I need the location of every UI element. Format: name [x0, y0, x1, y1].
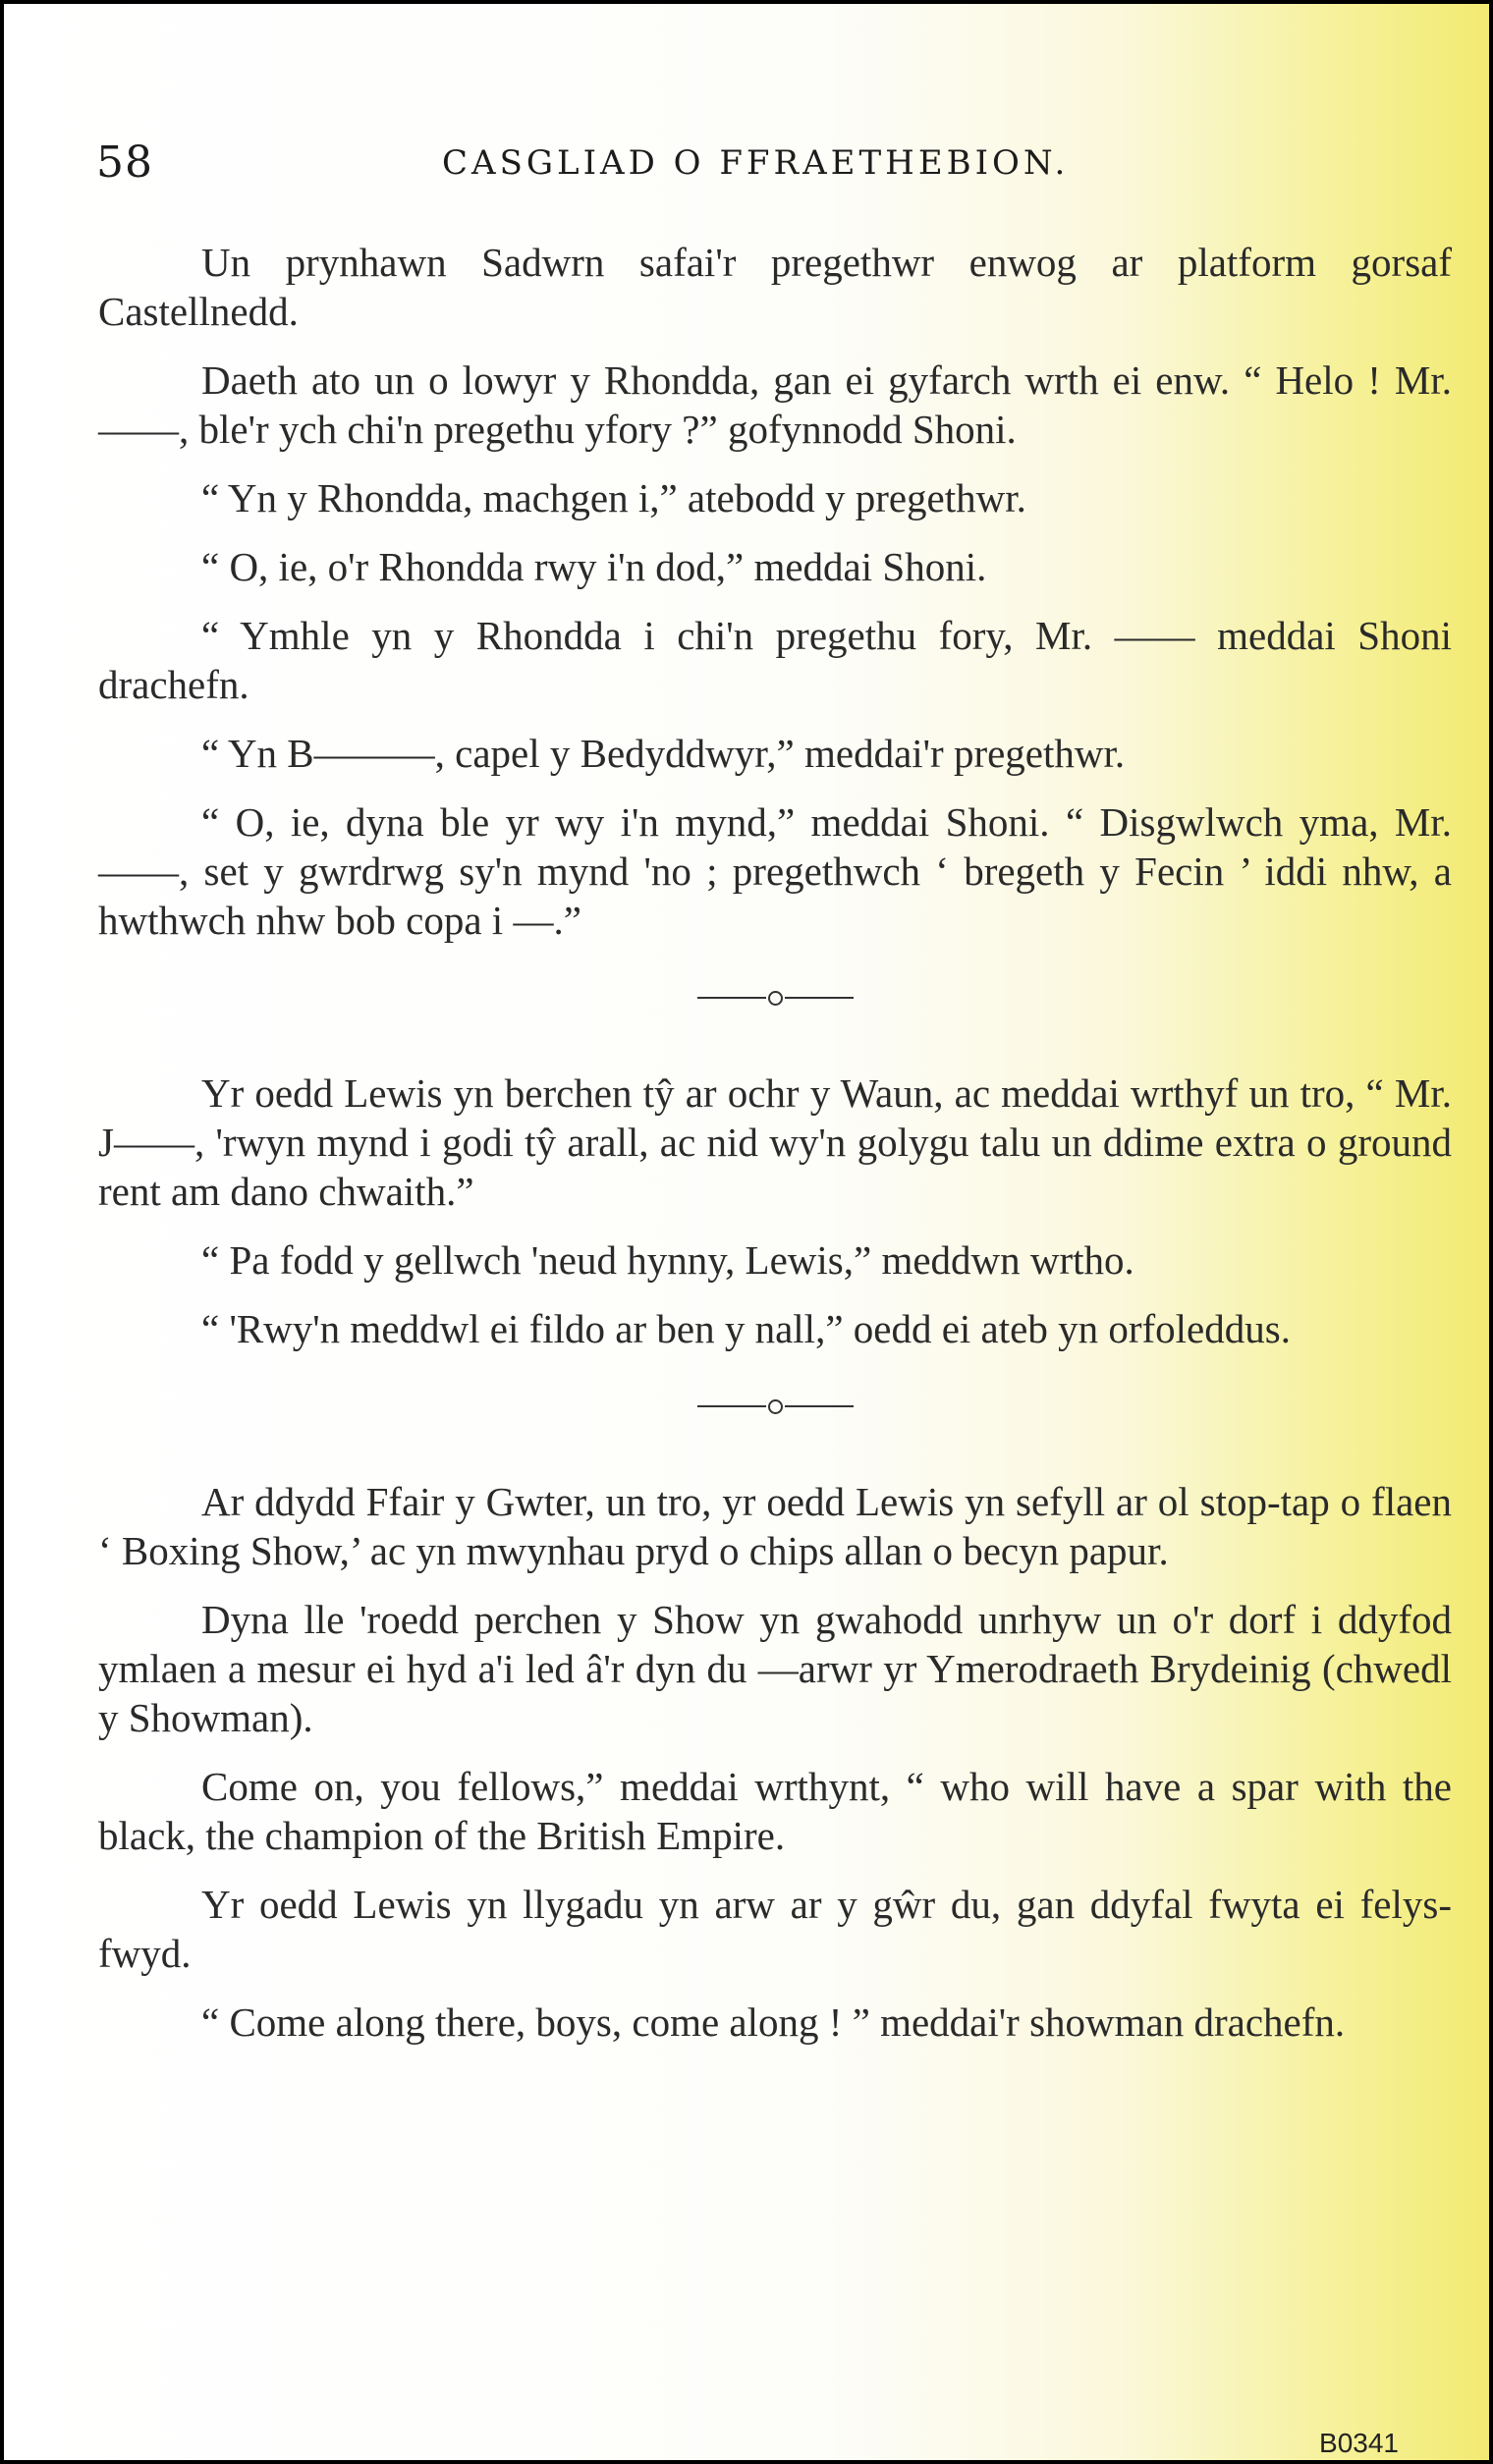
paragraph: Dyna lle 'roedd perchen y Show yn gwahodd unrhyw un o'r dorf i ddyfod ymlaen a mesur ei hyd a'i led â'r dyn du —arwr yr Ymerodraeth Brydeinig (chwedl y Showman).: [98, 1597, 1452, 1740]
section-divider: [98, 1377, 1452, 1436]
divider-ornament: [768, 991, 783, 1006]
paragraph: “ Pa fodd y gellwch 'neud hynny, Lewis,” meddwn wrtho.: [201, 1237, 1134, 1283]
divider-ornament: [768, 1399, 783, 1414]
paragraph: Un prynhawn Sadwrn safai'r pregethwr enwog ar platform gorsaf Castellnedd.: [98, 240, 1452, 334]
divider-rule: [697, 997, 766, 999]
paragraph: “ Yn y Rhondda, machgen i,” atebodd y pregethwr.: [201, 475, 1026, 520]
divider-rule: [785, 1405, 854, 1407]
running-head: CASGLIAD O FFRAETHEBION.: [442, 143, 1070, 183]
page-header: [96, 132, 1471, 191]
paragraph: “ Come along there, boys, come along ! ” meddai'r showman drachefn.: [201, 1999, 1346, 2045]
page-body: [98, 238, 1452, 2066]
paragraph: “ 'Rwy'n meddwl ei fildo ar ben y nall,” oedd ei ateb yn orfoleddus.: [201, 1306, 1291, 1351]
catalog-id: B0341: [1319, 2428, 1399, 2458]
paragraph: “ O, ie, o'r Rhondda rwy i'n dod,” meddai Shoni.: [201, 544, 987, 589]
divider-rule: [697, 1405, 766, 1407]
paragraph: Yr oedd Lewis yn berchen tŷ ar ochr y Waun, ac meddai wrthyf un tro, “ Mr. J——, 'rwyn mynd i godi tŷ arall, ac nid wy'n golygu talu un ddime extra o ground rent am dano chwaith.”: [98, 1070, 1452, 1214]
paragraph: “ O, ie, dyna ble yr wy i'n mynd,” meddai Shoni. “ Disgwlwch yma, Mr. ——, set y gwrdrwg sy'n mynd 'no ; pregethwch ‘ bregeth y Fecin ’ iddi nhw, a hwthwch nhw bob copa i —.”: [98, 799, 1452, 943]
paragraph: “ Yn B———, capel y Bedyddwyr,” meddai'r pregethwr.: [201, 731, 1126, 776]
paragraph: Ar ddydd Ffair y Gwter, un tro, yr oedd Lewis yn sefyll ar ol stop-tap o flaen ‘ Boxing Show,’ ac yn mwynhau pryd o chips allan o becyn papur.: [98, 1479, 1452, 1573]
paragraph: “ Ymhle yn y Rhondda i chi'n pregethu fory, Mr. —— meddai Shoni drachefn.: [98, 613, 1452, 707]
page-number: 58: [96, 137, 153, 188]
section-divider: [98, 968, 1452, 1027]
paragraph: Daeth ato un o lowyr y Rhondda, gan ei gyfarch wrth ei enw. “ Helo ! Mr. ——, ble'r ych chi'n pregethu yfory ?” gofynnodd Shoni.: [98, 357, 1452, 452]
divider-rule: [785, 997, 854, 999]
paragraph: Yr oedd Lewis yn llygadu yn arw ar y gŵr du, gan ddyfal fwyta ei felys-fwyd.: [98, 1882, 1452, 1976]
paragraph: Come on, you fellows,” meddai wrthynt, “ who will have a spar with the black, the champion of the British Empire.: [98, 1764, 1452, 1858]
